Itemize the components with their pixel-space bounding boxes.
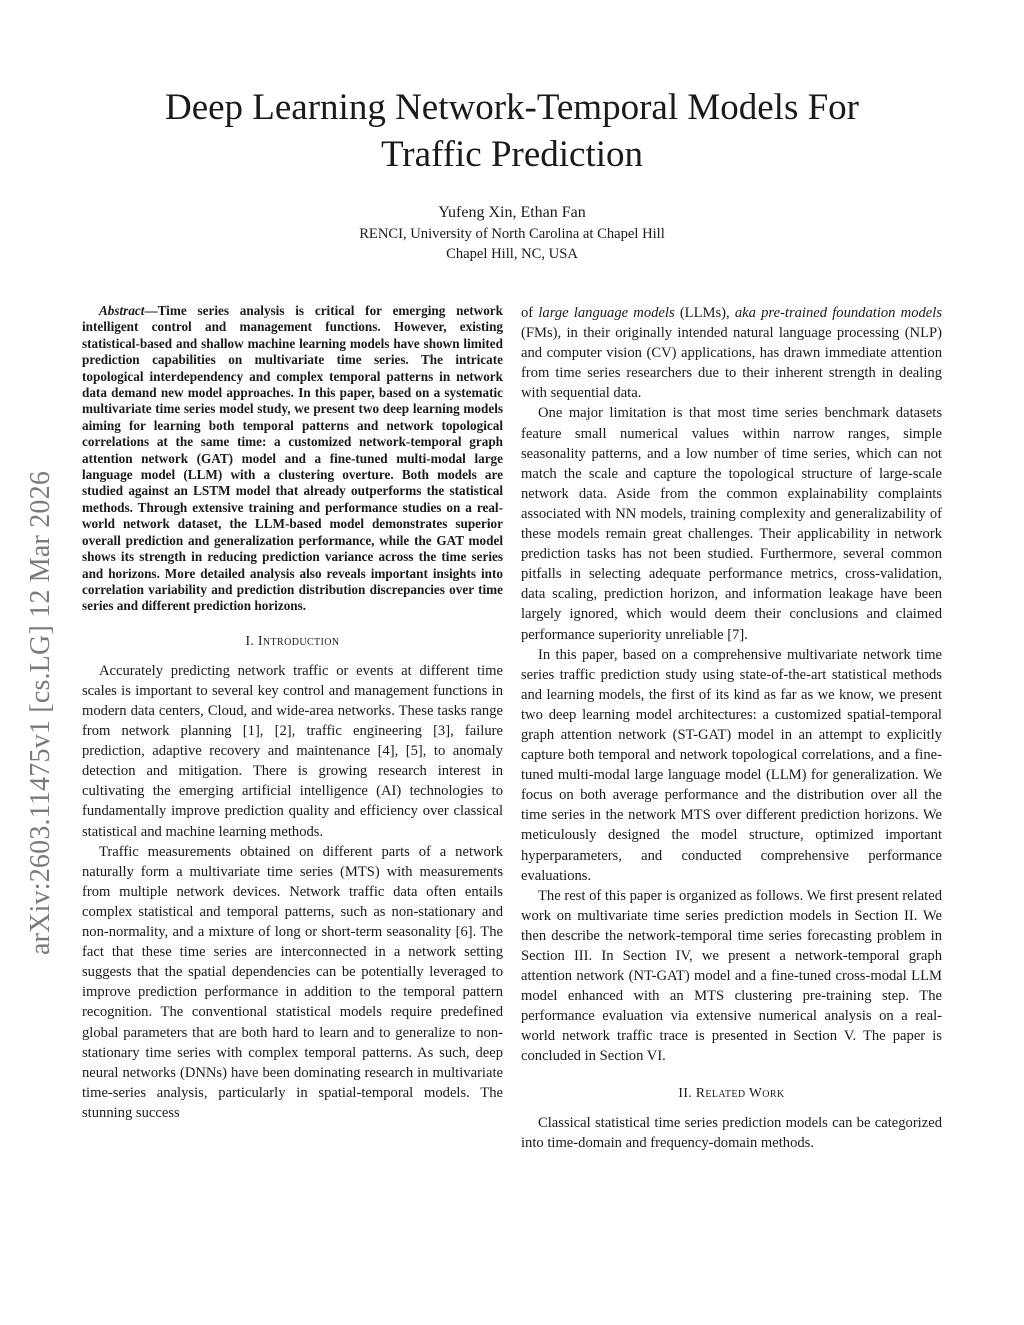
title-line-2: Traffic Prediction <box>380 134 644 175</box>
intro-paragraph-continued <box>521 303 942 403</box>
title-line-1: Deep Learning Network-Temporal Models For <box>164 87 860 128</box>
abstract <box>82 303 503 615</box>
right-column <box>521 303 942 1153</box>
emphasis-fm: aka pre-trained foundation models <box>734 305 943 321</box>
section-heading-introduction: I. Introduction <box>245 632 340 648</box>
section-heading-related-work: II. Related Work <box>678 1084 785 1100</box>
text-run: (FMs), in their originally intended natural language processing (NLP) and computer vision (CV) applications, has drawn immediate attention from time series researchers due to their inherent strength in dealing with sequential data. <box>521 325 942 402</box>
intro-paragraph-5: The rest of this paper is organized as follows. We first present related work on multivariate time series prediction models in Section II. We then describe the network-temporal time series forecasting problem in Section III. In Section IV, we present a network-temporal graph attention network (NT-GAT) model and a fine-tuned cross-modal LLM model enhanced with an MTS clustering pre-training step. The performance evaluation via extensive numerical analysis on a real-world network traffic trace is presented in Section V. The paper is concluded in Section VI. <box>521 887 942 1065</box>
related-paragraph-1: Classical statistical time series prediction models can be categorized into time-domain and frequency-domain methods. <box>521 1114 942 1151</box>
text-run: (LLMs), <box>674 305 735 321</box>
location: Chapel Hill, NC, USA <box>446 246 578 262</box>
affiliation: RENCI, University of North Carolina at Chapel Hill <box>359 226 665 242</box>
abstract-dash: — <box>144 303 158 318</box>
left-column <box>82 303 503 1123</box>
text-run: of <box>521 305 539 321</box>
paper-title <box>0 84 1024 178</box>
abstract-label: Abstract <box>99 303 145 318</box>
intro-paragraph-3: One major limitation is that most time series benchmark datasets feature small numerical values within narrow ranges, simple seasonality patterns, and a low number of time series, which can not match the scale and capture the topological structure of large-scale network data. Aside from the common explainability complaints associated with NN models, training complexity and generalizability of these models remain great challenges. Their applicability in network prediction tasks has not been studied. Furthermore, several common pitfalls in selecting adequate performance metrics, cross-validation, data scaling, prediction horizon, and information leakage have been largely ignored, which would deem their conclusions and claimed performance superiority unreliable [7]. <box>521 405 942 643</box>
intro-paragraph-4: In this paper, based on a comprehensive multivariate network time series traffic prediction study using state-of-the-art statistical methods and learning models, the first of its kind as far as we know, we present two deep learning model architectures: a customized spatial-temporal graph attention network (ST-GAT) model in an attempt to explicitly capture both temporal and network topological correlations, and a fine-tuned multi-modal large language model (LLM) for generalization. We focus on both average performance and the distribution over all the time series in the network MTS over different prediction horizons. We meticulously designed the model structure, optimized important hyperparameters, and conducted comprehensive performance evaluations. <box>521 646 942 884</box>
abstract-text: Time series analysis is critical for emerging network intelligent control and management functions. However, existing statistical-based and shallow machine learning models have shown limited prediction capabilities on multivariate time series. The intricate topological interdependency and complex temporal patterns in network data demand new model approaches. In this paper, based on a systematic multivariate time series model study, we present two deep learning models aiming for learning both temporal patterns and network topological correlations at the same time: a customized network-temporal graph attention network (GAT) model and a fine-tuned multi-modal large language model (LLM) with a clustering overture. Both models are studied against an LSTM model that already outperforms the statistical methods. Through extensive training and performance studies on a real-world network dataset, the LLM-based model demonstrates superior overall prediction and generalization performance, while the GAT model shows its strength in reducing prediction variance across the time series and horizons. More detailed analysis also reveals important insights into correlation variability and prediction distribution discrepancies over time series and different prediction horizons. <box>82 303 503 614</box>
intro-paragraph-1: Accurately predicting network traffic or events at different time scales is important to several key control and management functions in modern data centers, Cloud, and wide-area networks. These tasks range from network planning [1], [2], traffic engineering [3], failure prediction, adaptive recovery and maintenance [4], [5], to anomaly detection and mitigation. There is growing research interest in cultivating the emerging artificial intelligence (AI) technologies to fundamentally improve prediction quality and efficiency over classical statistical and machine learning methods. <box>82 662 503 840</box>
emphasis-llm: large language models <box>538 305 675 321</box>
intro-paragraph-2: Traffic measurements obtained on different parts of a network naturally form a multivariate time series (MTS) with measurements from multiple network devices. Network traffic data often entails complex statistical and temporal patterns, such as non-stationary and non-normality, and a mixture of long or short-term seasonality [6]. The fact that these time series are interconnected in a network setting suggests that the spatial dependencies can be potentially leveraged to improve prediction performance in addition to the temporal pattern recognition. The conventional statistical models require predefined global parameters that are both hard to learn and to generalize to non-stationary time series with complex temporal patterns. As such, deep neural networks (DNNs) have been dominating research in multivariate time-series analysis, particularly in spatial-temporal models. The stunning success <box>82 843 503 1121</box>
authors: Yufeng Xin, Ethan Fan <box>438 204 586 221</box>
arxiv-stamp: arXiv:2603.11475v1 [cs.LG] 12 Mar 2026 <box>25 470 56 955</box>
